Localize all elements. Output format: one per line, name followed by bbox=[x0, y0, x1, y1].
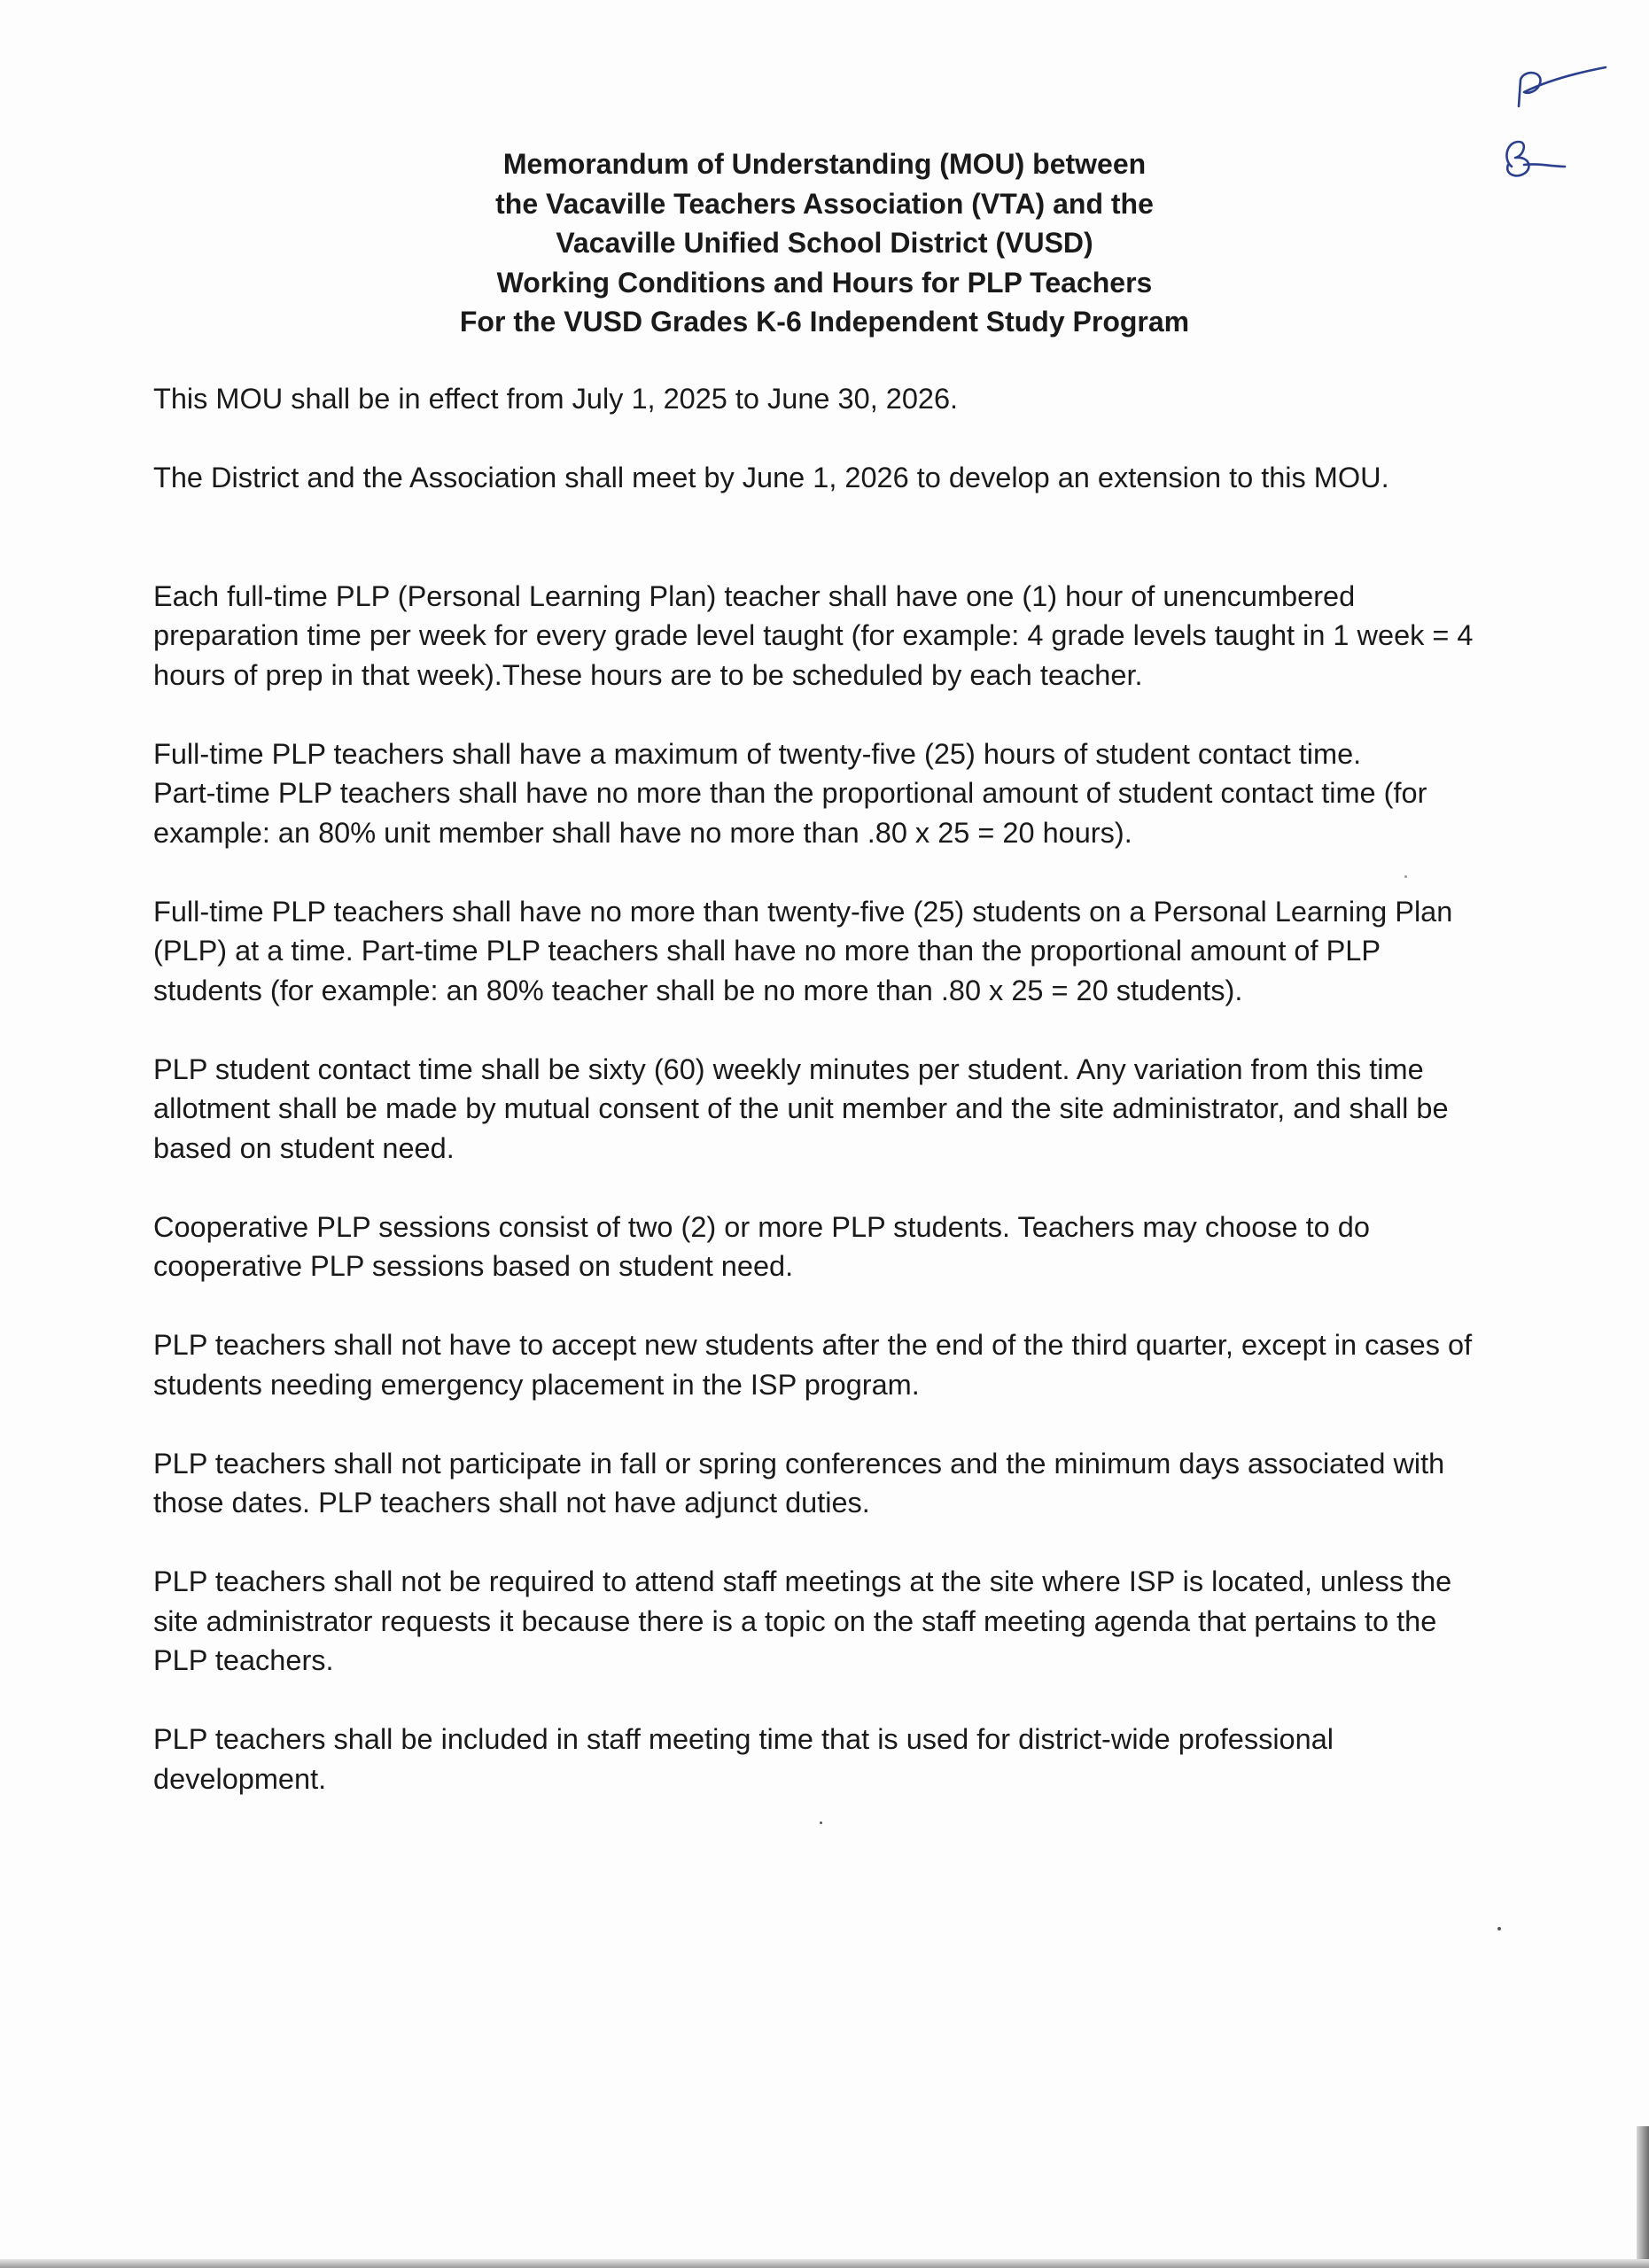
paragraph-contact-hours bbox=[153, 734, 1522, 853]
text-line: Full-time PLP teachers shall have a maximum of twenty-five (25) hours of student contact time. bbox=[153, 737, 1362, 770]
paragraph-extension bbox=[153, 458, 1522, 498]
title-line: the Vacaville Teachers Association (VTA) and the bbox=[495, 187, 1154, 220]
paragraph-preparation-time bbox=[153, 577, 1522, 695]
text-line: PLP teachers shall not have to accept new students after the end of the third quarter, except in cases of bbox=[153, 1329, 1473, 1361]
scan-edge bbox=[0, 2259, 1649, 2268]
text-line: cooperative PLP sessions based on student need. bbox=[153, 1250, 794, 1282]
text-line: based on student need. bbox=[153, 1131, 455, 1164]
text-line: PLP teachers shall not be required to attend staff meetings at the site where ISP is located, unless the bbox=[153, 1565, 1452, 1597]
text-line: preparation time per week for every grade level taught (for example: 4 grade levels taught in 1 week = 4 bbox=[153, 619, 1474, 651]
paragraph-new-students bbox=[153, 1325, 1522, 1404]
text-line: students (for example: an 80% teacher shall be no more than .80 x 25 = 20 students). bbox=[153, 974, 1243, 1006]
paragraph-cooperative-sessions bbox=[153, 1208, 1522, 1286]
text-line: PLP student contact time shall be sixty (60) weekly minutes per student. Any variation from this time bbox=[153, 1052, 1424, 1085]
text-line: those dates. PLP teachers shall not have adjunct duties. bbox=[153, 1487, 870, 1518]
paragraph-student-caseload bbox=[153, 892, 1522, 1011]
scan-speck bbox=[1497, 1927, 1501, 1930]
paragraph-weekly-minutes bbox=[153, 1050, 1522, 1169]
text-line: hours of prep in that week).These hours are to be scheduled by each teacher. bbox=[153, 658, 1143, 691]
text-line: Each full-time PLP (Personal Learning Plan) teacher shall have one (1) hour of unencumbered bbox=[153, 579, 1356, 612]
paragraph-professional-development bbox=[153, 1720, 1522, 1798]
title-line: For the VUSD Grades K-6 Independent Study Program bbox=[459, 306, 1190, 338]
text-line: (PLP) at a time. Part-time PLP teachers shall have no more than the proportional amount of PLP bbox=[153, 935, 1381, 967]
scan-speck bbox=[820, 1821, 822, 1824]
text-line: allotment shall be made by mutual consent of the unit member and the site administrator, and shall be bbox=[153, 1092, 1449, 1124]
document-body bbox=[153, 379, 1522, 1798]
text-line: Full-time PLP teachers shall have no more than twenty-five (25) students on a Personal Learning Plan bbox=[153, 895, 1453, 928]
text-line: PLP teachers shall be included in staff meeting time that is used for district-wide professional bbox=[153, 1723, 1334, 1755]
title-line: Memorandum of Understanding (MOU) between bbox=[502, 148, 1147, 180]
document-title bbox=[0, 144, 1649, 342]
paragraph-effective-dates bbox=[153, 379, 1522, 419]
text-line: This MOU shall be in effect from July 1, 2025 to June 30, 2026. bbox=[153, 383, 959, 415]
text-line: The District and the Association shall meet by June 1, 2026 to develop an extension to this MOU. bbox=[153, 462, 1389, 493]
title-line: Vacaville Unified School District (VUSD) bbox=[556, 227, 1093, 259]
scan-speck bbox=[1404, 875, 1407, 878]
title-line: Working Conditions and Hours for PLP Teachers bbox=[496, 266, 1153, 299]
text-line: example: an 80% unit member shall have no more than .80 x 25 = 20 hours). bbox=[153, 816, 1132, 849]
text-line: PLP teachers shall not participate in fall or spring conferences and the minimum days associated with bbox=[153, 1447, 1445, 1480]
paragraph-conferences bbox=[153, 1444, 1522, 1523]
text-line: Cooperative PLP sessions consist of two (2) or more PLP students. Teachers may choose to do bbox=[153, 1210, 1370, 1243]
paragraph-staff-meetings bbox=[153, 1562, 1522, 1681]
scan-edge bbox=[1637, 2126, 1649, 2268]
text-line: site administrator requests it because there is a topic on the staff meeting agenda that pertains to the bbox=[153, 1604, 1437, 1637]
text-line: Part-time PLP teachers shall have no more than the proportional amount of student contact time (for bbox=[153, 777, 1427, 809]
text-line: development. bbox=[153, 1762, 327, 1795]
text-line: PLP teachers. bbox=[153, 1644, 334, 1676]
text-line: students needing emergency placement in the ISP program. bbox=[153, 1368, 920, 1401]
